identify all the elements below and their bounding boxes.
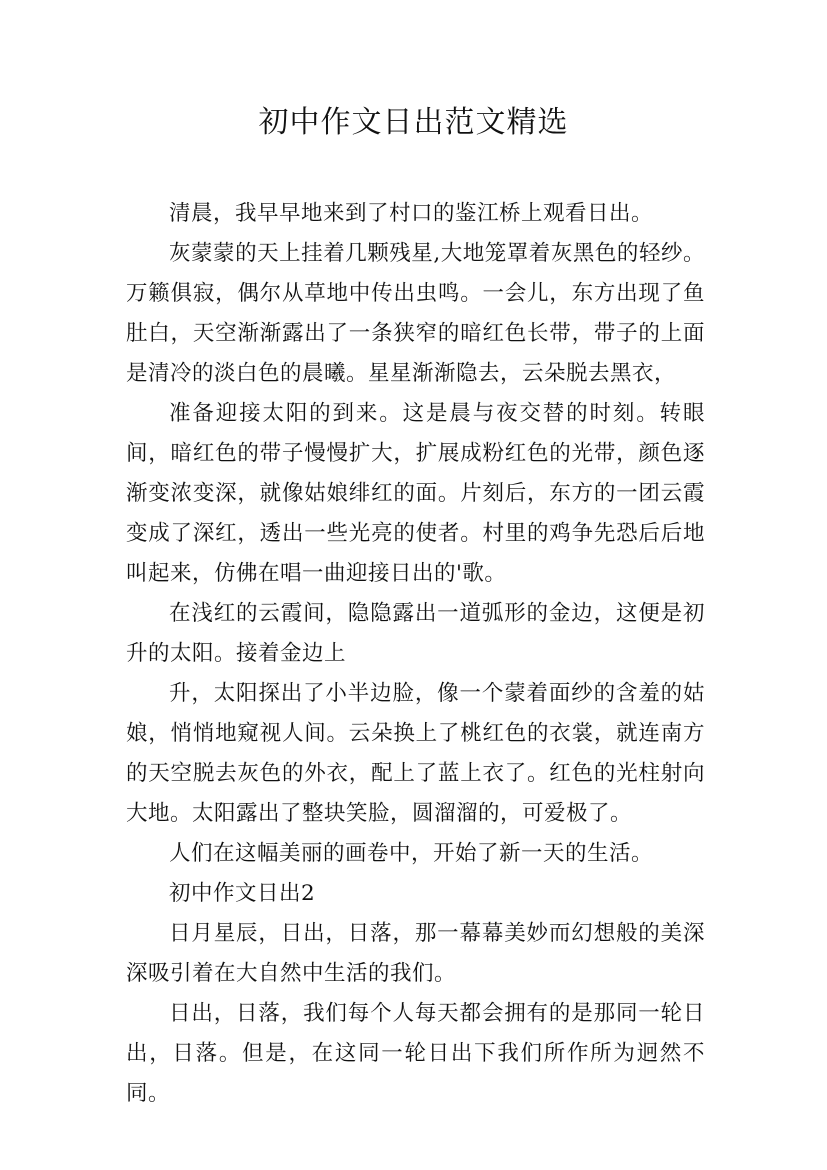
paragraph: 升，太阳探出了小半边脸，像一个蒙着面纱的含羞的姑娘，悄悄地窥视人间。云朵换上了桃红色的衣裳，就连南方的天空脱去灰色的外衣，配上了蓝上衣了。红色的光柱射向大地。太阳露出了整块笑脸，圆溜溜的，可爱极了。 — [126, 681, 705, 826]
paragraph: 日月星辰，日出，日落，那一幕幕美妙而幻想般的美深深吸引着在大自然中生活的我们。 — [126, 921, 705, 986]
section-heading: 初中作文日出2 — [169, 881, 316, 906]
paragraph: 清晨，我早早地来到了村口的鉴江桥上观看日出。 — [169, 201, 654, 226]
document-body — [126, 194, 705, 1114]
paragraph: 日出，日落，我们每个人每天都会拥有的是那同一轮日出，日落。但是，在这同一轮日出下我们所作所为迥然不同。 — [126, 1001, 705, 1106]
paragraph: 在浅红的云霞间，隐隐露出一道弧形的金边，这便是初升的太阳。接着金边上 — [126, 601, 705, 666]
paragraph: 灰蒙蒙的天上挂着几颗残星,大地笼罩着灰黑色的轻纱。万籁俱寂，偶尔从草地中传出虫鸣。一会儿，东方出现了鱼肚白，天空渐渐露出了一条狭窄的暗红色长带，带子的上面是清冷的淡白色的晨曦。星星渐渐隐去，云朵脱去黑衣， — [126, 241, 705, 386]
document-title: 初中作文日出范文精选 — [258, 105, 569, 140]
paragraph: 准备迎接太阳的到来。这是晨与夜交替的时刻。转眼间，暗红色的带子慢慢扩大，扩展成粉红色的光带，颜色逐渐变浓变深，就像姑娘绯红的面。片刻后，东方的一团云霞变成了深红，透出一些光亮的使者。村里的鸡争先恐后后地叫起来，仿佛在唱一曲迎接日出的'歌。 — [126, 401, 705, 586]
paragraph: 人们在这幅美丽的画卷中，开始了新一天的生活。 — [169, 841, 654, 866]
